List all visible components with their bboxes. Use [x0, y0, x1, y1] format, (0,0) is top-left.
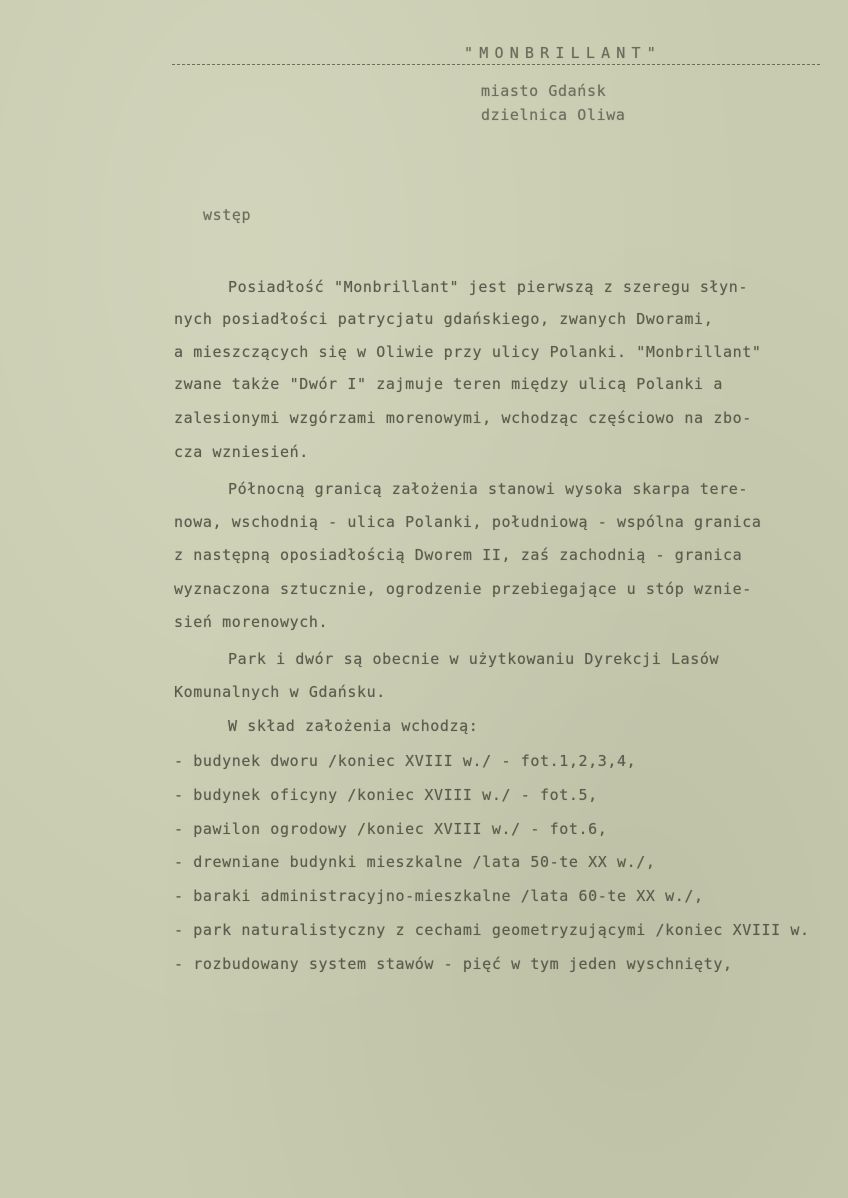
paragraph2-line: sień morenowych.: [174, 613, 329, 631]
paragraph2-line: wyznaczona sztucznie, ogrodzenie przebiegające u stóp wznie-: [174, 580, 752, 598]
paragraph2-line: nowa, wschodnią - ulica Polanki, południową - wspólna granica: [174, 513, 762, 531]
district-line: dzielnica Oliwa: [481, 106, 626, 124]
list-item: - park naturalistyczny z cechami geometryzującymi /koniec XVIII w.: [174, 921, 810, 939]
paragraph3-line: Komunalnych w Gdańsku.: [174, 683, 386, 701]
paragraph1-line: zalesionymi wzgórzami morenowymi, wchodząc częściowo na zbo-: [174, 409, 752, 427]
list-item: - drewniane budynki mieszkalne /lata 50-te XX w./,: [174, 853, 656, 871]
list-item: - baraki administracyjno-mieszkalne /lata 60-te XX w./,: [174, 887, 704, 905]
list-item: - budynek dworu /koniec XVIII w./ - fot.1,2,3,4,: [174, 752, 637, 770]
document-title: "MONBRILLANT": [464, 44, 662, 62]
paragraph1-line: zwane także "Dwór I" zajmuje teren między ulicą Polanki a: [174, 375, 723, 393]
list-item: - rozbudowany system stawów - pięć w tym jeden wyschnięty,: [174, 955, 733, 973]
section-heading: wstęp: [203, 206, 252, 224]
paragraph1-line: Posiadłość "Monbrillant" jest pierwszą z szeregu słyn-: [228, 278, 749, 296]
paragraph3-line: Park i dwór są obecnie w użytkowaniu Dyrekcji Lasów: [228, 650, 720, 668]
paragraph1-line: a mieszczących się w Oliwie przy ulicy Polanki. "Monbrillant": [174, 343, 762, 361]
paragraph1-line: nych posiadłości patrycjatu gdańskiego, zwanych Dworami,: [174, 310, 714, 328]
list-item: - budynek oficyny /koniec XVIII w./ - fot.5,: [174, 786, 598, 804]
paragraph1-line: cza wzniesień.: [174, 443, 309, 461]
paragraph2-line: z następną oposiadłością Dworem II, zaś zachodnią - granica: [174, 546, 743, 564]
list-item: - pawilon ogrodowy /koniec XVIII w./ - fot.6,: [174, 820, 608, 838]
title-dashed-rule: [172, 64, 820, 65]
list-intro: W skład założenia wchodzą:: [228, 717, 479, 735]
paragraph2-line: Północną granicą założenia stanowi wysoka skarpa tere-: [228, 480, 749, 498]
city-line: miasto Gdańsk: [481, 82, 607, 100]
